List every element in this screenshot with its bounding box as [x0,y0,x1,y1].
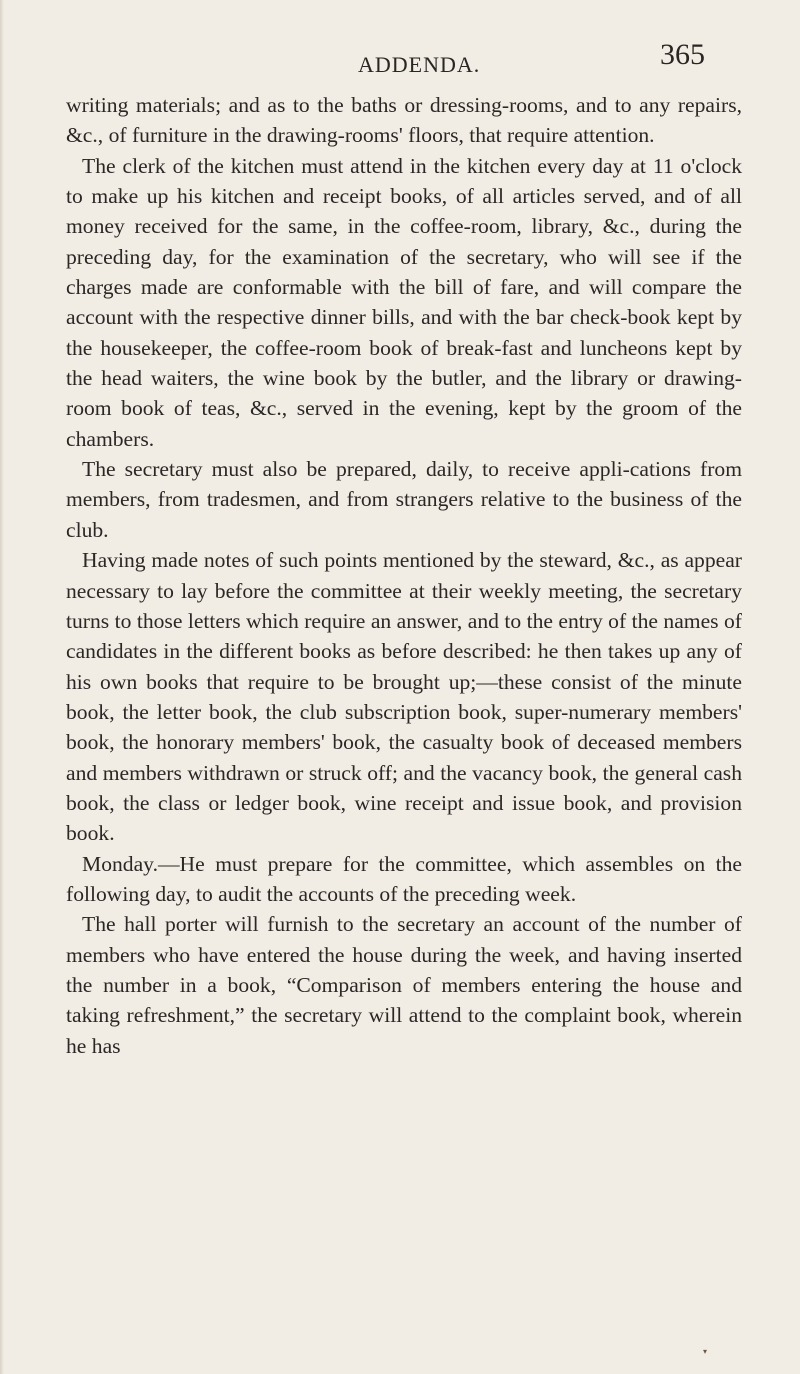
paragraph: The clerk of the kitchen must attend in the kitchen every day at 11 o'clock to make up his kitchen and receipt books, of all articles served, and of all money received for the same, in the coffee-room, library, &c., during the preceding day, for the examination of the secretary, who will see if the charges made are conformable with the bill of fare, and will compare the account with the respective dinner bills, and with the bar check-book kept by the housekeeper, the coffee-room book of break-fast and luncheons kept by the head waiters, the wine book by the butler, and the library or drawing-room book of teas, &c., served in the evening, kept by the groom of the chambers. [66,153,742,451]
paragraph: writing materials; and as to the baths or dressing-rooms, and to any repairs, &c., of furniture in the drawing-rooms' floors, that require attention. [66,93,742,148]
paragraph: The secretary must also be prepared, daily, to receive appli-cations from members, from tradesmen, and from strangers relative to the business of the club. [66,457,742,542]
paragraph: The hall porter will furnish to the secretary an account of the number of members who have entered the house during the week, and having inserted the number in a book, “Comparison of members entering the house and taking refreshment,” the secretary will attend to the complaint book, wherein he has [66,912,742,1058]
page-header [0,38,800,82]
paragraph: Monday.—He must prepare for the committee, which assembles on the following day, to audit the accounts of the preceding week. [66,851,742,906]
running-title: ADDENDA. [358,52,481,77]
page-number: 365 [660,38,705,71]
page-gutter-edge [0,0,4,1374]
paragraph: Having made notes of such points mentioned by the steward, &c., as appear necessary to lay before the committee at their weekly meeting, the secretary turns to those letters which require an answer, and to the entry of the names of candidates in the different books as before described: he then takes up any of his own books that require to be brought up;—these consist of the minute book, the letter book, the club subscription book, super-numerary members' book, the honorary members' book, the casualty book of deceased members and members withdrawn or struck off; and the vacancy book, the general cash book, the class or ledger book, wine receipt and issue book, and provision book. [66,548,742,846]
body-text [66,90,742,1061]
printer-mark-icon: ▾ [703,1347,708,1356]
